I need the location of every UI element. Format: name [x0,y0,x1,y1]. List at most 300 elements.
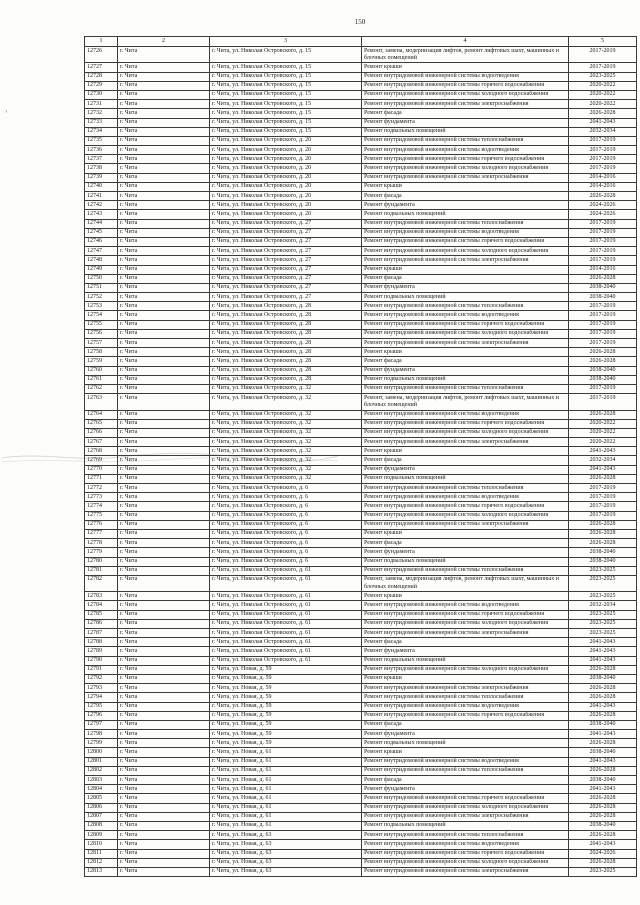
row-number-cell: 12805 [85,794,118,803]
city-cell: г. Чита [118,619,210,628]
address-cell: г. Чита, ул. Новая, д. 63 [210,867,362,876]
years-cell: 2038-2040 [569,748,637,757]
work-cell: Ремонт внутридомовой инженерной системы горячего водоснабжения [362,849,569,858]
city-cell: г. Чита [118,730,210,739]
work-cell: Ремонт внутридомовой инженерной системы водоотведения [362,840,569,849]
column-header-number: 1 [85,37,118,47]
city-cell: г. Чита [118,366,210,375]
city-cell: г. Чита [118,610,210,619]
address-cell: г. Чита, ул. Новая, д. 59 [210,665,362,674]
city-cell: г. Чита [118,766,210,775]
table-row [85,665,637,674]
city-cell: г. Чита [118,739,210,748]
work-cell: Ремонт внутридомовой инженерной системы холодного водоснабжения [362,619,569,628]
row-number-cell: 12808 [85,821,118,830]
work-cell: Ремонт фундамента [362,730,569,739]
years-cell: 2038-2040 [569,283,637,292]
table-row [85,100,637,109]
work-cell: Ремонт внутридомовой инженерной системы горячего водоснабжения [362,711,569,720]
table-row [85,118,637,127]
column-header-years: 5 [569,37,637,47]
work-cell: Ремонт внутридомовой инженерной системы горячего водоснабжения [362,502,569,511]
table-row [85,776,637,785]
table-row [85,438,637,447]
row-number-cell: 12772 [85,484,118,493]
address-cell: г. Чита, ул. Николая Островского, д. 61 [210,656,362,665]
table-row [85,693,637,702]
row-number-cell: 12734 [85,127,118,136]
address-cell: г. Чита, ул. Новая, д. 61 [210,803,362,812]
address-cell: г. Чита, ул. Николая Островского, д. 61 [210,647,362,656]
years-cell: 2014-2016 [569,265,637,274]
address-cell: г. Чита, ул. Новая, д. 61 [210,821,362,830]
row-number-cell: 12754 [85,311,118,320]
city-cell: г. Чита [118,428,210,437]
years-cell: 2023-2025 [569,575,637,591]
table-row [85,730,637,739]
years-cell: 2017-2019 [569,311,637,320]
table-row [85,419,637,428]
years-cell: 2041-2043 [569,757,637,766]
years-cell: 2041-2043 [569,702,637,711]
city-cell: г. Чита [118,182,210,191]
city-cell: г. Чита [118,520,210,529]
years-cell: 2017-2019 [569,302,637,311]
table-row [85,474,637,483]
row-number-cell: 12782 [85,575,118,591]
address-cell: г. Чита, ул. Николая Островского, д. 61 [210,610,362,619]
city-cell: г. Чита [118,438,210,447]
work-cell: Ремонт внутридомовой инженерной системы водоотведения [362,601,569,610]
address-cell: г. Чита, ул. Николая Островского, д. 20 [210,201,362,210]
city-cell: г. Чита [118,283,210,292]
work-cell: Ремонт, замена, модернизация лифтов, ремонт лифтовых шахт, машинных и блочных помещений [362,394,569,410]
row-number-cell: 12742 [85,201,118,210]
work-cell: Ремонт подвальных помещений [362,210,569,219]
address-cell: г. Чита, ул. Николая Островского, д. 28 [210,311,362,320]
table-row [85,428,637,437]
work-cell: Ремонт внутридомовой инженерной системы горячего водоснабжения [362,237,569,246]
years-cell: 2026-2028 [569,539,637,548]
address-cell: г. Чита, ул. Новая, д. 61 [210,812,362,821]
years-cell: 2017-2019 [569,228,637,237]
work-cell: Ремонт внутридомовой инженерной системы электроснабжения [362,438,569,447]
address-cell: г. Чита, ул. Николая Островского, д. 15 [210,118,362,127]
address-cell: г. Чита, ул. Новая, д. 61 [210,785,362,794]
row-number-cell: 12777 [85,529,118,538]
address-cell: г. Чита, ул. Николая Островского, д. 20 [210,164,362,173]
table-row [85,610,637,619]
years-cell: 2014-2016 [569,182,637,191]
years-cell: 2023-2025 [569,619,637,628]
years-cell: 2017-2019 [569,493,637,502]
work-cell: Ремонт внутридомовой инженерной системы холодного водоснабжения [362,329,569,338]
row-number-cell: 12774 [85,502,118,511]
address-cell: г. Чита, ул. Николая Островского, д. 6 [210,539,362,548]
row-number-cell: 12790 [85,656,118,665]
work-cell: Ремонт внутридомовой инженерной системы горячего водоснабжения [362,610,569,619]
address-cell: г. Чита, ул. Николая Островского, д. 20 [210,210,362,219]
table-row [85,164,637,173]
table-row [85,739,637,748]
table-row [85,858,637,867]
work-cell: Ремонт внутридомовой инженерной системы горячего водоснабжения [362,81,569,90]
work-cell: Ремонт внутридомовой инженерной системы холодного водоснабжения [362,511,569,520]
work-cell: Ремонт, замена, модернизация лифтов, ремонт лифтовых шахт, машинных и блочных помещений [362,47,569,63]
work-cell: Ремонт внутридомовой инженерной системы водоотведения [362,72,569,81]
years-cell: 2041-2043 [569,118,637,127]
city-cell: г. Чита [118,384,210,393]
work-cell: Ремонт внутридомовой инженерной системы водоотведения [362,493,569,502]
city-cell: г. Чита [118,647,210,656]
years-cell: 2017-2019 [569,136,637,145]
years-cell: 2026-2028 [569,711,637,720]
years-cell: 2038-2040 [569,366,637,375]
city-cell: г. Чита [118,456,210,465]
years-cell: 2017-2019 [569,329,637,338]
work-cell: Ремонт фасада [362,539,569,548]
city-cell: г. Чита [118,539,210,548]
city-cell: г. Чита [118,339,210,348]
address-cell: г. Чита, ул. Николая Островского, д. 6 [210,511,362,520]
table-row [85,127,637,136]
table-row [85,320,637,329]
row-number-cell: 12797 [85,720,118,729]
address-cell: г. Чита, ул. Новая, д. 59 [210,684,362,693]
work-cell: Ремонт внутридомовой инженерной системы водоотведения [362,702,569,711]
table-header [85,37,637,47]
work-cell: Ремонт крыши [362,592,569,601]
work-cell: Ремонт внутридомовой инженерной системы электроснабжения [362,256,569,265]
city-cell: г. Чита [118,794,210,803]
city-cell: г. Чита [118,302,210,311]
table-row [85,831,637,840]
row-number-cell: 12764 [85,410,118,419]
address-cell: г. Чита, ул. Николая Островского, д. 28 [210,348,362,357]
years-cell: 2026-2028 [569,348,637,357]
work-cell: Ремонт фундамента [362,283,569,292]
row-number-cell: 12750 [85,274,118,283]
row-number-cell: 12738 [85,164,118,173]
city-cell: г. Чита [118,711,210,720]
table-row [85,192,637,201]
table-row [85,146,637,155]
city-cell: г. Чита [118,146,210,155]
address-cell: г. Чита, ул. Николая Островского, д. 20 [210,173,362,182]
address-cell: г. Чита, ул. Николая Островского, д. 32 [210,447,362,456]
column-header-city: 2 [118,37,210,47]
address-cell: г. Чита, ул. Новая, д. 59 [210,693,362,702]
years-cell: 2023-2025 [569,867,637,876]
work-cell: Ремонт внутридомовой инженерной системы теплоснабжения [362,766,569,775]
table-row [85,247,637,256]
address-cell: г. Чита, ул. Николая Островского, д. 15 [210,72,362,81]
address-cell: г. Чита, ул. Николая Островского, д. 61 [210,601,362,610]
years-cell: 2020-2022 [569,100,637,109]
row-number-cell: 12727 [85,63,118,72]
city-cell: г. Чита [118,320,210,329]
city-cell: г. Чита [118,785,210,794]
row-number-cell: 12800 [85,748,118,757]
row-number-cell: 12760 [85,366,118,375]
table-row [85,566,637,575]
row-number-cell: 12761 [85,375,118,384]
address-cell: г. Чита, ул. Николая Островского, д. 6 [210,557,362,566]
address-cell: г. Чита, ул. Новая, д. 61 [210,757,362,766]
address-cell: г. Чита, ул. Николая Островского, д. 32 [210,465,362,474]
city-cell: г. Чита [118,702,210,711]
years-cell: 2017-2019 [569,155,637,164]
table-row [85,840,637,849]
address-cell: г. Чита, ул. Николая Островского, д. 6 [210,502,362,511]
city-cell: г. Чита [118,656,210,665]
years-cell: 2020-2022 [569,438,637,447]
years-cell: 2017-2019 [569,146,637,155]
address-cell: г. Чита, ул. Николая Островского, д. 15 [210,90,362,99]
address-cell: г. Чита, ул. Новая, д. 63 [210,849,362,858]
work-cell: Ремонт внутридомовой инженерной системы теплоснабжения [362,484,569,493]
years-cell: 2024-2026 [569,210,637,219]
work-cell: Ремонт фасада [362,274,569,283]
years-cell: 2020-2022 [569,428,637,437]
city-cell: г. Чита [118,293,210,302]
table-row [85,410,637,419]
table-row [85,647,637,656]
work-cell: Ремонт внутридомовой инженерной системы холодного водоснабжения [362,247,569,256]
row-number-cell: 12809 [85,831,118,840]
table-row [85,237,637,246]
city-cell: г. Чита [118,155,210,164]
row-number-cell: 12783 [85,592,118,601]
city-cell: г. Чита [118,219,210,228]
work-cell: Ремонт внутридомовой инженерной системы теплоснабжения [362,566,569,575]
work-cell: Ремонт фасада [362,776,569,785]
years-cell: 2038-2040 [569,557,637,566]
table-row [85,136,637,145]
city-cell: г. Чита [118,136,210,145]
years-cell: 2017-2019 [569,394,637,410]
city-cell: г. Чита [118,529,210,538]
city-cell: г. Чита [118,601,210,610]
city-cell: г. Чита [118,72,210,81]
table-row [85,493,637,502]
address-cell: г. Чита, ул. Новая, д. 59 [210,730,362,739]
row-number-cell: 12786 [85,619,118,628]
work-cell: Ремонт крыши [362,265,569,274]
address-cell: г. Чита, ул. Николая Островского, д. 15 [210,127,362,136]
city-cell: г. Чита [118,311,210,320]
address-cell: г. Чита, ул. Николая Островского, д. 32 [210,394,362,410]
address-cell: г. Чита, ул. Николая Островского, д. 27 [210,228,362,237]
years-cell: 2026-2028 [569,357,637,366]
address-cell: г. Чита, ул. Николая Островского, д. 20 [210,136,362,145]
table-row [85,47,637,63]
table-row [85,702,637,711]
city-cell: г. Чита [118,100,210,109]
address-cell: г. Чита, ул. Николая Островского, д. 15 [210,100,362,109]
work-cell: Ремонт внутридомовой инженерной системы горячего водоснабжения [362,794,569,803]
years-cell: 2041-2043 [569,840,637,849]
row-number-cell: 12735 [85,136,118,145]
years-cell: 2038-2040 [569,720,637,729]
work-cell: Ремонт фундамента [362,465,569,474]
years-cell: 2038-2040 [569,548,637,557]
city-cell: г. Чита [118,693,210,702]
row-number-cell: 12757 [85,339,118,348]
city-cell: г. Чита [118,47,210,63]
row-number-cell: 12766 [85,428,118,437]
address-cell: г. Чита, ул. Николая Островского, д. 27 [210,237,362,246]
years-cell: 2017-2019 [569,63,637,72]
address-cell: г. Чита, ул. Новая, д. 63 [210,831,362,840]
table-row [85,711,637,720]
address-cell: г. Чита, ул. Новая, д. 59 [210,711,362,720]
years-cell: 2026-2028 [569,192,637,201]
address-cell: г. Чита, ул. Николая Островского, д. 32 [210,456,362,465]
address-cell: г. Чита, ул. Николая Островского, д. 27 [210,265,362,274]
work-cell: Ремонт внутридомовой инженерной системы электроснабжения [362,339,569,348]
work-cell: Ремонт подвальных помещений [362,375,569,384]
city-cell: г. Чита [118,164,210,173]
table-row [85,766,637,775]
table-row [85,447,637,456]
row-number-cell: 12741 [85,192,118,201]
city-cell: г. Чита [118,348,210,357]
years-cell: 2017-2019 [569,47,637,63]
city-cell: г. Чита [118,228,210,237]
address-cell: г. Чита, ул. Николая Островского, д. 32 [210,384,362,393]
row-number-cell: 12801 [85,757,118,766]
address-cell: г. Чита, ул. Новая, д. 61 [210,776,362,785]
years-cell: 2026-2028 [569,474,637,483]
address-cell: г. Чита, ул. Николая Островского, д. 61 [210,619,362,628]
work-cell: Ремонт внутридомовой инженерной системы водоотведения [362,757,569,766]
city-cell: г. Чита [118,118,210,127]
years-cell: 2038-2040 [569,375,637,384]
city-cell: г. Чита [118,465,210,474]
row-number-cell: 12796 [85,711,118,720]
row-number-cell: 12792 [85,674,118,683]
years-cell: 2026-2028 [569,529,637,538]
city-cell: г. Чита [118,592,210,601]
work-cell: Ремонт внутридомовой инженерной системы холодного водоснабжения [362,428,569,437]
row-number-cell: 12730 [85,90,118,99]
table-row [85,109,637,118]
table-row [85,228,637,237]
years-cell: 2026-2028 [569,812,637,821]
row-number-cell: 12811 [85,849,118,858]
years-cell: 2023-2025 [569,629,637,638]
city-cell: г. Чита [118,357,210,366]
years-cell: 2017-2019 [569,384,637,393]
city-cell: г. Чита [118,127,210,136]
table-header-row [85,37,637,47]
repair-program-table [84,36,637,877]
work-cell: Ремонт фундамента [362,201,569,210]
city-cell: г. Чита [118,511,210,520]
table-row [85,757,637,766]
work-cell: Ремонт крыши [362,182,569,191]
address-cell: г. Чита, ул. Николая Островского, д. 20 [210,182,362,191]
row-number-cell: 12752 [85,293,118,302]
city-cell: г. Чита [118,757,210,766]
row-number-cell: 12765 [85,419,118,428]
table-row [85,502,637,511]
address-cell: г. Чита, ул. Николая Островского, д. 27 [210,256,362,265]
city-cell: г. Чита [118,394,210,410]
city-cell: г. Чита [118,484,210,493]
work-cell: Ремонт внутридомовой инженерной системы теплоснабжения [362,136,569,145]
work-cell: Ремонт внутридомовой инженерной системы горячего водоснабжения [362,419,569,428]
city-cell: г. Чита [118,173,210,182]
city-cell: г. Чита [118,256,210,265]
repair-program-table-wrap [84,36,636,877]
years-cell: 2020-2022 [569,419,637,428]
table-row [85,293,637,302]
address-cell: г. Чита, ул. Николая Островского, д. 27 [210,219,362,228]
years-cell: 2038-2040 [569,674,637,683]
city-cell: г. Чита [118,447,210,456]
table-row [85,201,637,210]
row-number-cell: 12756 [85,329,118,338]
years-cell: 2041-2043 [569,656,637,665]
address-cell: г. Чита, ул. Николая Островского, д. 28 [210,366,362,375]
table-row [85,684,637,693]
years-cell: 2026-2028 [569,794,637,803]
work-cell: Ремонт фасада [362,720,569,729]
years-cell: 2041-2043 [569,785,637,794]
work-cell: Ремонт фасада [362,357,569,366]
address-cell: г. Чита, ул. Новая, д. 63 [210,858,362,867]
table-row [85,173,637,182]
row-number-cell: 12813 [85,867,118,876]
row-number-cell: 12812 [85,858,118,867]
work-cell: Ремонт внутридомовой инженерной системы холодного водоснабжения [362,858,569,867]
city-cell: г. Чита [118,493,210,502]
years-cell: 2041-2043 [569,447,637,456]
city-cell: г. Чита [118,684,210,693]
address-cell: г. Чита, ул. Николая Островского, д. 32 [210,428,362,437]
years-cell: 2017-2019 [569,502,637,511]
address-cell: г. Чита, ул. Николая Островского, д. 27 [210,293,362,302]
city-cell: г. Чита [118,329,210,338]
row-number-cell: 12778 [85,539,118,548]
row-number-cell: 12763 [85,394,118,410]
work-cell: Ремонт фасада [362,109,569,118]
work-cell: Ремонт внутридомовой инженерной системы водоотведения [362,146,569,155]
row-number-cell: 12726 [85,47,118,63]
row-number-cell: 12728 [85,72,118,81]
row-number-cell: 12803 [85,776,118,785]
row-number-cell: 12769 [85,456,118,465]
table-row [85,484,637,493]
table-row [85,557,637,566]
table-row [85,785,637,794]
table-row [85,629,637,638]
city-cell: г. Чита [118,81,210,90]
scan-artifact-mark: ʼ [5,109,8,118]
table-row [85,849,637,858]
row-number-cell: 12740 [85,182,118,191]
work-cell: Ремонт фасада [362,638,569,647]
table-row [85,394,637,410]
address-cell: г. Чита, ул. Николая Островского, д. 20 [210,146,362,155]
work-cell: Ремонт внутридомовой инженерной системы водоотведения [362,410,569,419]
row-number-cell: 12807 [85,812,118,821]
address-cell: г. Чита, ул. Николая Островского, д. 32 [210,410,362,419]
city-cell: г. Чита [118,237,210,246]
row-number-cell: 12768 [85,447,118,456]
